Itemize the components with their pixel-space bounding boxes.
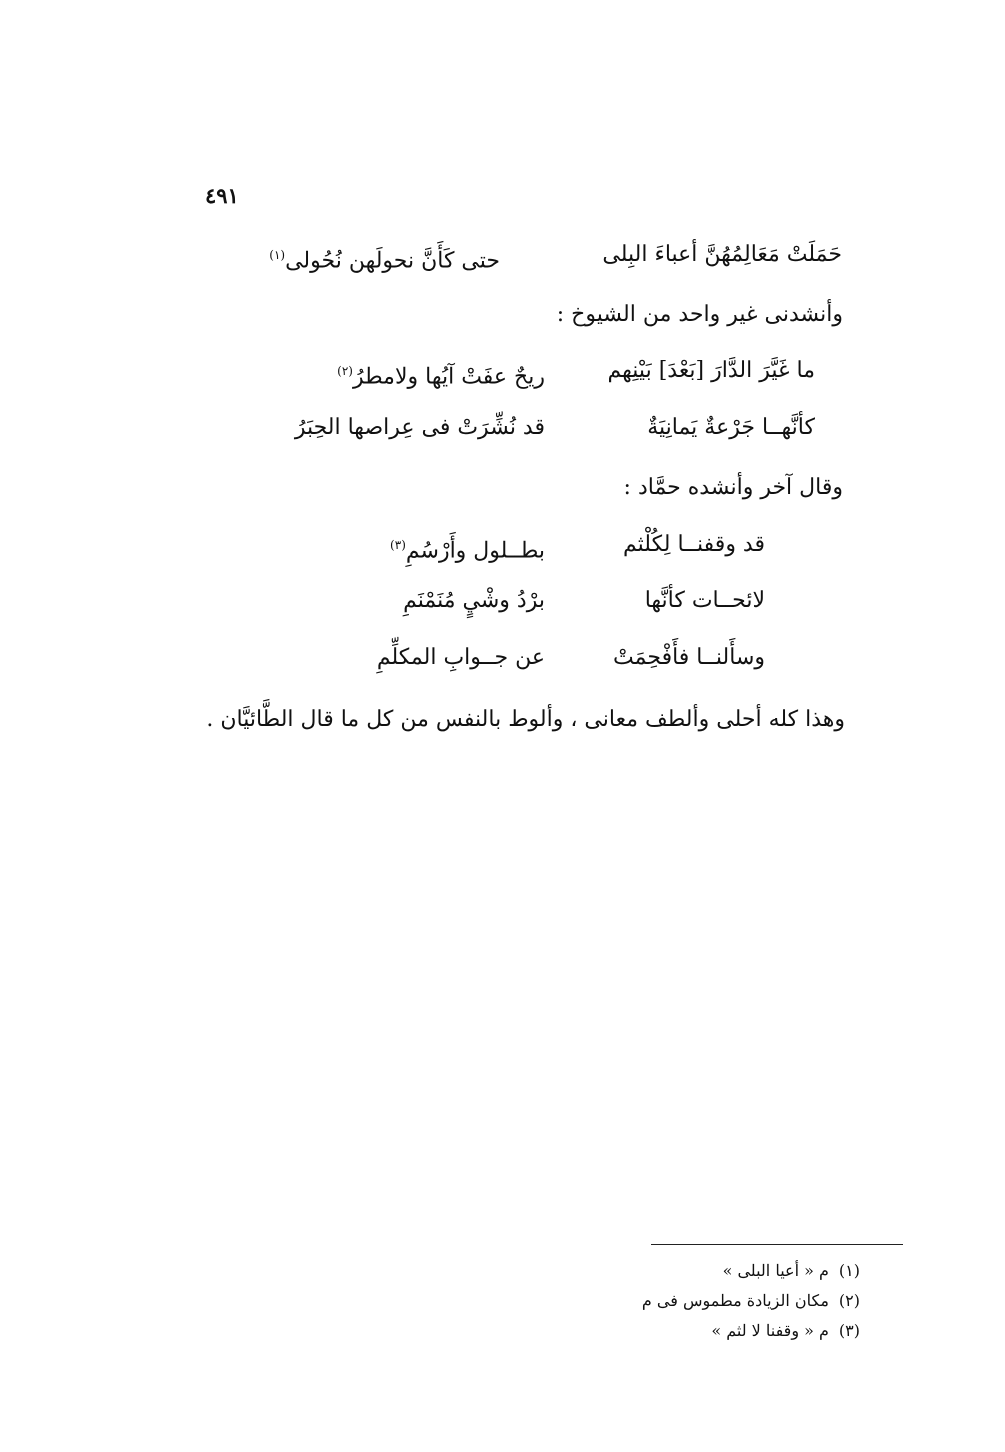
verse-6 — [0, 643, 1005, 673]
verse-1 — [0, 240, 1005, 274]
footnote-ref-1: (١) — [269, 248, 286, 262]
verse-3-second-hemistich: قد نُشِّرَتْ فى عِراصها الحِبَرُ — [294, 415, 545, 440]
verse-4-second-hemistich-text: بطــلول وأَرْسُمِ — [405, 538, 545, 564]
verse-5-first-hemistich: لائحــات كأنَّها — [644, 588, 765, 613]
intro-line-2: وقال آخر وأنشده حمَّاد : — [623, 475, 843, 500]
verse-1-second-hemistich-text: حتى كَأَنَّ نحولَهن نُحُولى — [285, 248, 500, 274]
verse-3-first-hemistich: كأنَّهــا جَرْعةٌ يَمانِيَةٌ — [647, 415, 815, 440]
verse-1-first-hemistich: حَمَلَتْ مَعَالِمُهُنَّ أعباءَ البِلى — [602, 242, 842, 267]
verse-2-first-hemistich: ما غَيَّرَ الدَّارَ [بَعْدَ] بَيْنِهم — [607, 358, 815, 383]
verse-4-second-hemistich — [390, 530, 545, 566]
footnote-3 — [711, 1320, 860, 1342]
footnote-1-text: م « أعيا البلى » — [722, 1261, 829, 1280]
verse-6-first-hemistich: وسأَلنــا فأَفْحِمَتْ — [613, 645, 765, 670]
footnote-2-text: مكان الزيادة مطموس فى م — [641, 1291, 829, 1310]
footnote-2-number: (٢) — [838, 1291, 860, 1310]
verse-4-first-hemistich: قد وقفنــا لِكُلْثم — [623, 532, 765, 557]
footnote-1 — [723, 1260, 860, 1282]
verse-2-second-hemistich — [337, 356, 545, 392]
footnote-2 — [642, 1290, 860, 1312]
verse-2-second-hemistich-text: ريحٌ عفَتْ آيُها ولامطرُ — [352, 364, 545, 390]
footnote-1-number: (١) — [838, 1261, 860, 1280]
footnote-3-number: (٣) — [838, 1321, 860, 1340]
verse-4 — [0, 530, 1005, 564]
page-number: ٤٩١ — [205, 183, 239, 208]
intro-line-1: وأنشدنى غير واحد من الشيوخ : — [556, 302, 843, 327]
verse-5 — [0, 586, 1005, 616]
verse-6-second-hemistich: عن جــوابِ المكلِّمِ — [376, 645, 545, 670]
verse-2 — [0, 356, 1005, 390]
footnote-3-text: م « وقفنا لا لثم » — [711, 1321, 829, 1340]
verse-3 — [0, 413, 1005, 443]
footnote-ref-3: (٣) — [390, 538, 406, 552]
verse-1-second-hemistich — [269, 240, 500, 276]
closing-paragraph: وهذا كله أحلى وألطف معانى ، وألوط بالنفس من كل ما قال الطَّائيَّان . — [206, 707, 845, 732]
footnote-separator — [651, 1244, 903, 1245]
verse-5-second-hemistich: برْدُ وشْيٍ مُنَمْنَمِ — [403, 588, 545, 613]
footnote-ref-2: (٢) — [337, 364, 353, 378]
